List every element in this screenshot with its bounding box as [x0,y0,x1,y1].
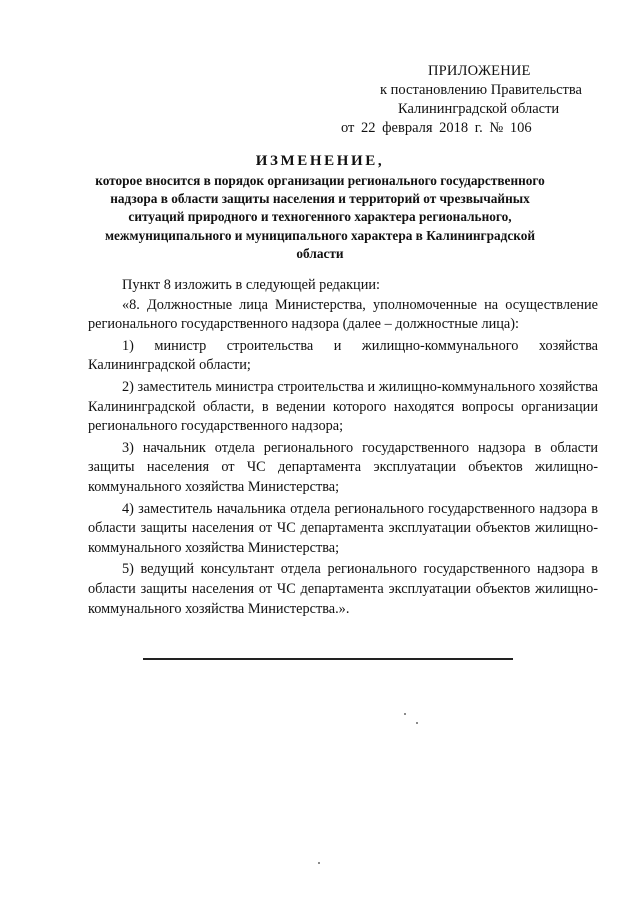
document-heading [90,152,550,263]
scan-speck [318,862,320,864]
appendix-title: ПРИЛОЖЕНИЕ [428,63,531,79]
heading-subtitle: которое вносится в порядок организации регионального государственного надзора в области защиты населения и территорий от чрезвычайных ситуаций природного и техногенного характера регионального, межмуниципального и муниципального характера в Калининградской области [95,173,545,261]
appendix-line-date-number: от 22 февраля 2018 г. № 106 [341,120,532,136]
appendix-line-region: Калининградской области [398,101,560,117]
list-item: 2) заместитель министра строительства и жилищно-коммунального хозяйства Калининградской области, в ведении которого находятся вопросы организации регионального государственного надзора; [88,378,598,435]
heading-title: ИЗМЕНЕНИЕ, [255,153,385,169]
list-item: 4) заместитель начальника отдела регионального государственного надзора в области защиты населения от ЧС департамента эксплуатации объектов жилищно-коммунального хозяйства Министерства; [88,500,598,556]
list-item: 5) ведущий консультант отдела регионального государственного надзора в области защиты населения от ЧС департамента эксплуатации объектов жилищно-коммунального хозяйства Министерства.». [88,561,598,617]
scan-speck [416,722,418,724]
scan-speck [404,713,406,715]
appendix-line-resolution: к постановлению Правительства [380,82,582,98]
list-item: 1) министр строительства и жилищно-коммунального хозяйства Калининградской области; [88,337,598,374]
closing-divider [143,658,513,660]
document-body [88,276,598,619]
intro-paragraph: Пункт 8 изложить в следующей редакции: [122,277,380,293]
list-item: 3) начальник отдела регионального государственного надзора в области защиты населения от ЧС департамента эксплуатации объектов жилищно-коммунального хозяйства Министерства; [88,439,598,495]
lead-paragraph: «8. Должностные лица Министерства, уполномоченные на осуществление регионального государственного надзора (далее – должностные лица): [88,296,598,333]
